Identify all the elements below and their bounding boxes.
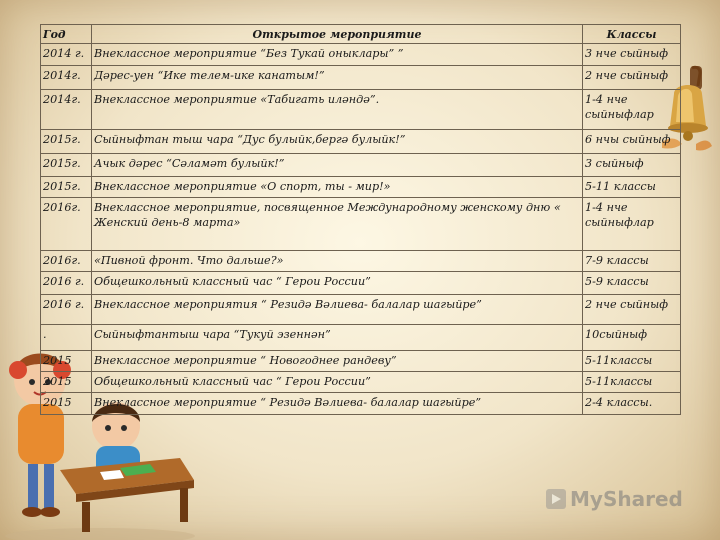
table-header-row bbox=[41, 25, 681, 44]
cell-classes: 5-11классы bbox=[583, 351, 681, 372]
table-row bbox=[41, 90, 681, 130]
cell-year: 2016г. bbox=[41, 198, 92, 251]
table-row bbox=[41, 325, 681, 351]
table-row bbox=[41, 295, 681, 325]
myshared-watermark bbox=[546, 486, 683, 512]
cell-event: «Пивной фронт. Что дальше?» bbox=[92, 251, 583, 272]
cell-event: Внеклассное мероприятие «Табигать иләндә”. bbox=[92, 90, 583, 130]
table-row bbox=[41, 393, 681, 415]
cell-year: . bbox=[41, 325, 92, 351]
table-row bbox=[41, 130, 681, 154]
table-row bbox=[41, 154, 681, 177]
table-row bbox=[41, 44, 681, 66]
cell-classes: 2 нче сыйныф bbox=[583, 295, 681, 325]
cell-classes: 5-11 классы bbox=[583, 177, 681, 198]
cell-year: 2015г. bbox=[41, 154, 92, 177]
cell-year: 2015г. bbox=[41, 130, 92, 154]
cell-classes: 1-4 нче сыйныфлар bbox=[583, 198, 681, 251]
cell-event: Внеклассное мероприятие, посвященное Международному женскому дню « Женский день-8 марта» bbox=[92, 198, 583, 251]
header-classes: Классы bbox=[583, 25, 681, 44]
cell-year: 2016 г. bbox=[41, 295, 92, 325]
cell-event: Сыйныфтан тыш чара “Дус булыйк,бергә булыйк!” bbox=[92, 130, 583, 154]
table-row bbox=[41, 372, 681, 393]
cell-event: Дәрес-уен “Ике телем-ике канатым!” bbox=[92, 66, 583, 90]
cell-classes: 3 нче сыйныф bbox=[583, 44, 681, 66]
cell-classes: 2 нче сыйныф bbox=[583, 66, 681, 90]
cell-classes: 3 сыйныф bbox=[583, 154, 681, 177]
cell-event: Внеклассное мероприятие “Без Тукай оныклары” ” bbox=[92, 44, 583, 66]
cell-event: Ачык дәрес “Сәламәт булыйк!” bbox=[92, 154, 583, 177]
cell-classes: 1-4 нче сыйныфлар bbox=[583, 90, 681, 130]
cell-year: 2015 bbox=[41, 393, 92, 415]
table-row bbox=[41, 198, 681, 251]
cell-event: Внеклассное мероприятие “ Резидә Вәлиева- балалар шагыйре” bbox=[92, 393, 583, 415]
cell-event: Общешкольный классный час “ Герои России” bbox=[92, 272, 583, 295]
cell-year: 2015г. bbox=[41, 177, 92, 198]
cell-year: 2015 bbox=[41, 351, 92, 372]
cell-year: 2014 г. bbox=[41, 44, 92, 66]
cell-classes: 6 нчы сыйныф bbox=[583, 130, 681, 154]
cell-classes: 10сыйныф bbox=[583, 325, 681, 351]
table-row bbox=[41, 177, 681, 198]
cell-event: Сыйныфтантыш чара “Тукуй эзеннән” bbox=[92, 325, 583, 351]
cell-event: Внеклассное мероприятие «О спорт, ты - мир!» bbox=[92, 177, 583, 198]
header-event: Открытое мероприятие bbox=[92, 25, 583, 44]
watermark-text: MyShared bbox=[570, 487, 683, 511]
table-row bbox=[41, 66, 681, 90]
cell-classes: 5-11классы bbox=[583, 372, 681, 393]
cell-year: 2016 г. bbox=[41, 272, 92, 295]
events-table bbox=[40, 24, 681, 415]
header-year: Год bbox=[41, 25, 92, 44]
table-row bbox=[41, 272, 681, 295]
cell-year: 2014г. bbox=[41, 90, 92, 130]
table-row bbox=[41, 351, 681, 372]
cell-year: 2014г. bbox=[41, 66, 92, 90]
cell-year: 2016г. bbox=[41, 251, 92, 272]
cell-year: 2015 bbox=[41, 372, 92, 393]
cell-classes: 7-9 классы bbox=[583, 251, 681, 272]
cell-classes: 5-9 классы bbox=[583, 272, 681, 295]
play-logo-icon bbox=[546, 489, 566, 509]
cell-event: Внеклассное мероприятие “ Новогоднее рандеву” bbox=[92, 351, 583, 372]
cell-event: Внеклассное мероприятия “ Резидә Вәлиева- балалар шагыйре” bbox=[92, 295, 583, 325]
cell-classes: 2-4 классы. bbox=[583, 393, 681, 415]
cell-event: Общешкольный классный час “ Герои России” bbox=[92, 372, 583, 393]
table-row bbox=[41, 251, 681, 272]
